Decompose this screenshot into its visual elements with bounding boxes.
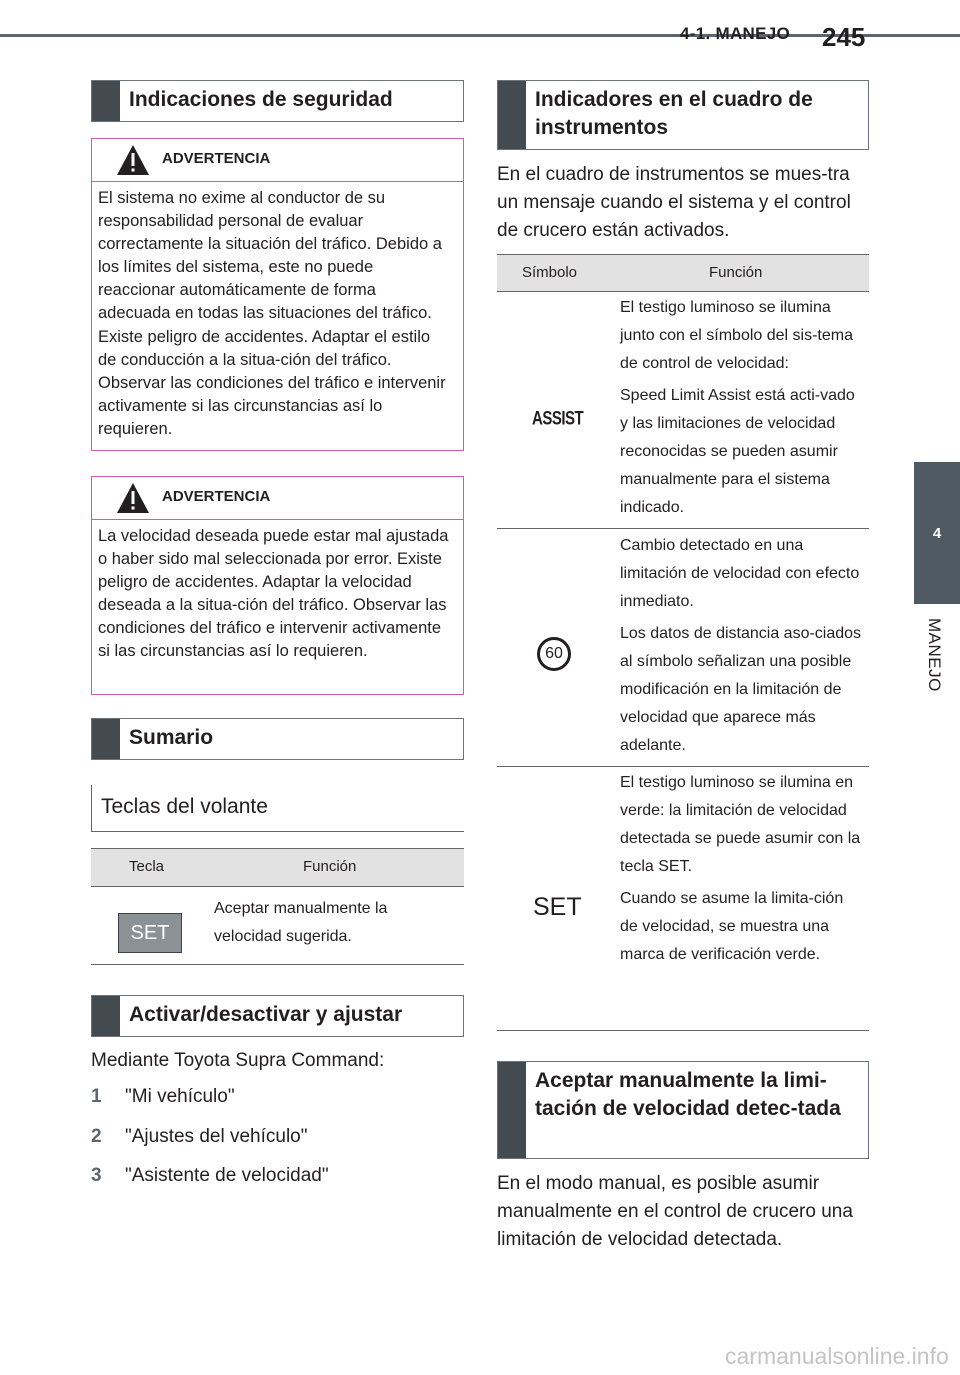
table-rule <box>497 766 869 767</box>
heading-text: Sumario <box>129 726 214 749</box>
warning-box-2 <box>91 476 464 695</box>
subheading-rule-left <box>91 785 92 831</box>
chapter-number: 4 <box>932 524 942 542</box>
warning-triangle-icon <box>116 144 150 176</box>
table-rule <box>497 1030 869 1031</box>
symbol-function <box>620 294 865 526</box>
indicators-paragraph: En el cuadro de instrumentos se mues-tra un mensaje cuando el sistema y el control de crucero están activados. <box>497 164 851 241</box>
key-function: Aceptar manualmente la velocidad sugerida. <box>214 900 388 945</box>
section-title: 4-1. MANEJO <box>680 24 791 43</box>
subheading: Teclas del volante <box>101 795 268 818</box>
heading-activate <box>91 995 464 1037</box>
heading-text: Aceptar manualmente la limi-tación de velocidad detec-tada <box>535 1069 841 1120</box>
warning-title: ADVERTENCIA <box>162 488 271 505</box>
set-key-label: SET <box>130 921 170 944</box>
watermark: carmanualsonline.info <box>725 1343 949 1369</box>
function-text: Los datos de distancia aso-ciados al símbolo señalizan una posible modificación en la limitación de velocidad que aparece más adelante. <box>620 625 862 754</box>
step-3 <box>91 1162 102 1190</box>
col-header: Símbolo <box>522 264 578 281</box>
subheading-rule-bottom <box>91 831 464 832</box>
step-1 <box>91 1083 102 1111</box>
chapter-label: MANEJO <box>925 618 944 692</box>
col-header: Tecla <box>129 858 165 875</box>
symbol-function <box>620 769 865 973</box>
activate-intro: Mediante Toyota Supra Command: <box>91 1050 385 1071</box>
heading-summary <box>91 718 464 760</box>
step-text: "Ajustes del vehículo" <box>125 1126 308 1147</box>
set-key-button[interactable] <box>118 913 182 953</box>
function-text: El testigo luminoso se ilumina junto con el símbolo del sis-tema de control de velocidad: <box>620 299 853 372</box>
chapter-tab[interactable] <box>914 462 960 604</box>
heading-text: Indicaciones de seguridad <box>129 88 393 111</box>
assist-symbol-icon: ASSIST <box>532 407 584 430</box>
table-rule <box>91 964 464 965</box>
warning-triangle-icon <box>116 482 150 514</box>
speed-limit-value: 60 <box>545 645 563 662</box>
accept-paragraph: En el modo manual, es posible asumir manualmente en el control de crucero una limitación de velocidad detectada. <box>497 1173 853 1250</box>
warning-title: ADVERTENCIA <box>162 150 271 167</box>
heading-bar <box>92 81 120 121</box>
function-text: Speed Limit Assist está acti-vado y las limitaciones de velocidad reconocidas se pueden asumir manualmente para el sistema indicado. <box>620 387 855 516</box>
speed-limit-sign-icon <box>537 637 571 671</box>
step-number: 1 <box>91 1086 102 1107</box>
set-symbol-icon: SET <box>533 893 582 921</box>
header-rule <box>0 34 960 37</box>
warning-box-1 <box>91 138 464 451</box>
step-text: "Mi vehículo" <box>125 1086 235 1107</box>
symbol-function <box>620 532 865 764</box>
function-text: Cambio detectado en una limitación de velocidad con efecto inmediato. <box>620 537 860 610</box>
heading-bar <box>92 719 120 759</box>
page-number: 245 <box>822 22 866 52</box>
heading-accept <box>497 1061 869 1159</box>
keys-table-header <box>91 848 464 887</box>
warning-header <box>92 477 463 520</box>
function-text: El testigo luminoso se ilumina en verde: la limitación de velocidad detectada se puede asumir con la tecla SET. <box>620 774 861 875</box>
heading-indicators <box>497 80 869 150</box>
heading-bar <box>498 1062 526 1158</box>
heading-bar <box>498 81 526 149</box>
col-header: Función <box>709 264 763 281</box>
step-number: 3 <box>91 1165 102 1186</box>
warning-header <box>92 139 463 182</box>
heading-text: Indicadores en el cuadro de instrumentos <box>535 88 813 139</box>
step-number: 2 <box>91 1126 102 1147</box>
col-header: Función <box>303 858 357 875</box>
step-text: "Asistente de velocidad" <box>125 1165 329 1186</box>
heading-bar <box>92 996 120 1036</box>
function-text: Cuando se asume la limita-ción de velocidad, se muestra una marca de verificación verde. <box>620 890 844 963</box>
heading-text: Activar/desactivar y ajustar <box>129 1003 403 1026</box>
heading-safety <box>91 80 464 122</box>
warning-text: El sistema no exime al conductor de su responsabilidad personal de evaluar correctamente la situación del tráfico. Debido a los límites del sistema, este no puede reaccionar automáticamente de forma adecuada en todas las situaciones del tráfico. Existe peligro de accidentes. Adaptar el estilo de conducción a la situa-ción del tráfico. Observar las condiciones del tráfico e intervenir activamente si las circunstancias así lo requieren. <box>98 189 446 438</box>
symbols-table-header <box>497 254 869 292</box>
step-2 <box>91 1123 102 1151</box>
table-rule <box>497 528 869 529</box>
warning-text: La velocidad deseada puede estar mal ajustada o haber sido mal seleccionada por error. Existe peligro de accidentes. Adaptar la velocidad deseada a la situa-ción del tráfico. Observar las condiciones del tráfico e intervenir activamente si las circunstancias así lo requieren. <box>98 527 449 661</box>
